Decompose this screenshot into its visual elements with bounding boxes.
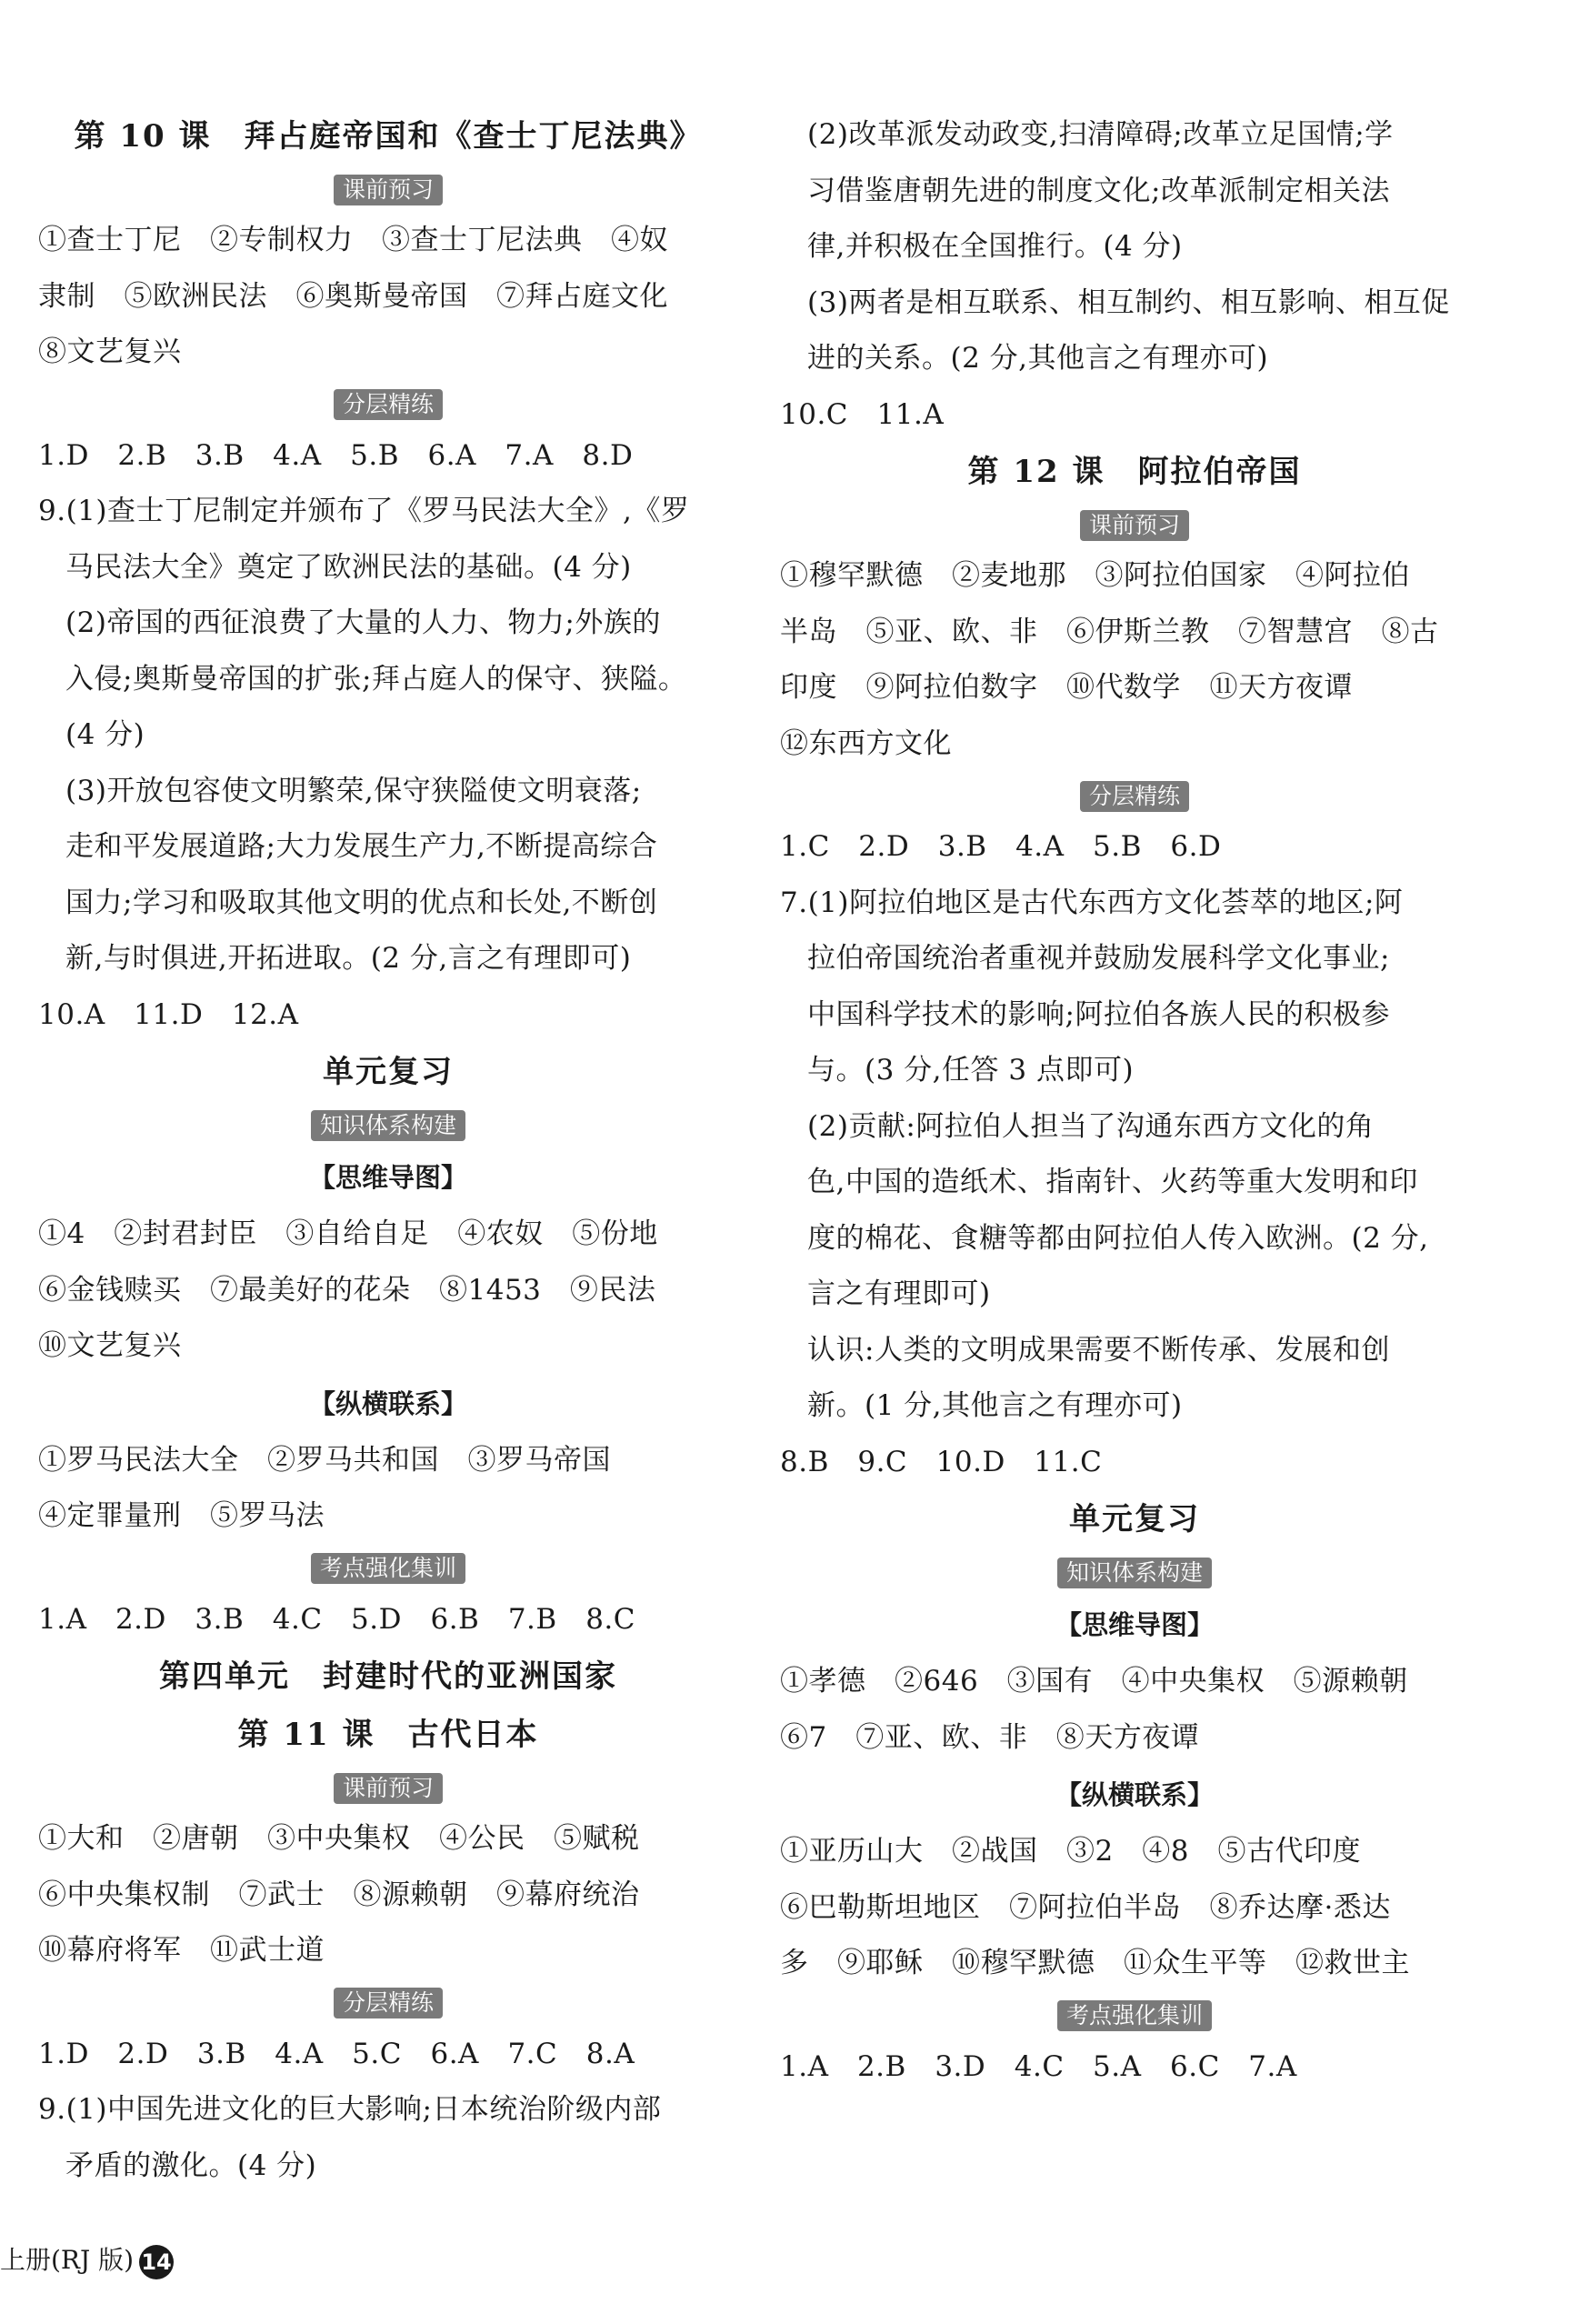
answer-line: (2)帝国的西征浪费了大量的人力、物力;外族的 xyxy=(65,606,661,639)
section-badge: 课前预习 xyxy=(1080,510,1189,541)
section-title: 第 11 课 古代日本 xyxy=(237,1717,539,1753)
answer-line: ①罗马民法大全 ②罗马共和国 ③罗马帝国 xyxy=(38,1443,611,1477)
answer-line: ⑫东西方文化 xyxy=(780,726,952,760)
answer-line: 8.B 9.C 10.D 11.C xyxy=(780,1445,1103,1478)
section-title: 单元复习 xyxy=(323,1054,454,1090)
answer-line: 1.A 2.D 3.B 4.C 5.D 6.B 7.B 8.C xyxy=(38,1602,635,1636)
answer-line: 马民法大全》奠定了欧洲民法的基础。(4 分) xyxy=(65,550,632,584)
answer-line: ④定罪量刑 ⑤罗马法 xyxy=(38,1499,325,1532)
answer-line: 拉伯帝国统治者重视并鼓励发展科学文化事业; xyxy=(807,942,1390,975)
answer-line: 色,中国的造纸术、指南针、火药等重大发明和印 xyxy=(807,1166,1418,1198)
answer-line: 国力;学习和吸取其他文明的优点和长处,不断创 xyxy=(65,886,658,919)
edition-label: 上册(RJ 版) xyxy=(0,2245,135,2275)
page-number-badge: 14 xyxy=(139,2245,174,2279)
answer-line: 习借鉴唐朝先进的制度文化;改革派制定相关法 xyxy=(807,174,1390,207)
answer-line: 律,并积极在全国推行。(4 分) xyxy=(807,230,1183,263)
answer-line: ⑩文艺复兴 xyxy=(38,1329,182,1362)
answer-line: (2)贡献:阿拉伯人担当了沟通东西方文化的角 xyxy=(807,1109,1375,1143)
answer-line: 多 ⑨耶稣 ⑩穆罕默德 ⑪众生平等 ⑫救世主 xyxy=(780,1947,1410,1979)
section-badge: 分层精练 xyxy=(1080,781,1189,812)
answer-line: 10.A 11.D 12.A xyxy=(38,997,299,1031)
answer-line: 度的棉花、食糖等都由阿拉伯人传入欧洲。(2 分, xyxy=(807,1221,1429,1255)
section-badge-row xyxy=(38,1764,738,1811)
answer-line: ⑥巴勒斯坦地区 ⑦阿拉伯半岛 ⑧乔达摩·悉达 xyxy=(780,1890,1391,1924)
answer-line: 印度 ⑨阿拉伯数字 ⑩代数学 ⑪天方夜谭 xyxy=(780,671,1353,704)
answer-line: 矛盾的激化。(4 分) xyxy=(65,2149,317,2182)
answer-line: (3)两者是相互联系、相互制约、相互影响、相互促 xyxy=(807,285,1450,319)
answer-line: ①穆罕默德 ②麦地那 ③阿拉伯国家 ④阿拉伯 xyxy=(780,559,1410,592)
section-badge-row xyxy=(780,772,1489,819)
right-column xyxy=(780,107,1489,2095)
answer-line: 走和平发展道路;大力发展生产力,不断提高综合 xyxy=(65,830,658,863)
answer-line: ①4 ②封君封臣 ③自给自足 ④农奴 ⑤份地 xyxy=(38,1217,658,1250)
section-badge-row xyxy=(780,1548,1489,1596)
section-title: 第 10 课 拜占庭帝国和《查士丁尼法典》 xyxy=(74,118,703,155)
answer-line: 10.C 11.A xyxy=(780,397,945,431)
answer-line: (3)开放包容使文明繁荣,保守狭隘使文明衰落; xyxy=(65,774,642,807)
answer-line: 言之有理即可) xyxy=(807,1277,991,1310)
answer-line: 与。(3 分,任答 3 点即可) xyxy=(807,1054,1135,1087)
answer-line: 1.C 2.D 3.B 4.A 5.B 6.D xyxy=(780,830,1222,863)
subsection-title: 【纵横联系】 xyxy=(308,1387,467,1419)
answer-line: ⑥中央集权制 ⑦武士 ⑧源赖朝 ⑨幕府统治 xyxy=(38,1878,640,1911)
section-title: 单元复习 xyxy=(1069,1501,1200,1538)
answer-line: ⑥金钱赎买 ⑦最美好的花朵 ⑧1453 ⑨民法 xyxy=(38,1273,656,1307)
answer-line: 半岛 ⑤亚、欧、非 ⑥伊斯兰教 ⑦智慧宫 ⑧古 xyxy=(780,615,1439,648)
section-badge: 分层精练 xyxy=(334,1988,443,2018)
left-column xyxy=(38,107,738,2194)
answer-line: ①查士丁尼 ②专制权力 ③查士丁尼法典 ④奴 xyxy=(38,224,668,256)
subsection-title: 【纵横联系】 xyxy=(1055,1779,1214,1810)
answer-line: 新,与时俱进,开拓进取。(2 分,言之有理即可) xyxy=(65,942,632,975)
section-badge-row xyxy=(38,1101,738,1148)
section-badge: 知识体系构建 xyxy=(1057,1558,1212,1588)
answer-line: ⑩幕府将军 ⑪武士道 xyxy=(38,1934,325,1967)
answer-line: (2)改革派发动政变,扫清障碍;改革立足国情;学 xyxy=(807,118,1394,151)
answer-line: 9.(1)中国先进文化的巨大影响;日本统治阶级内部 xyxy=(38,2093,662,2126)
section-title: 第四单元 封建时代的亚洲国家 xyxy=(159,1658,617,1695)
answer-line: 1.D 2.D 3.B 4.A 5.C 6.A 7.C 8.A xyxy=(38,2037,635,2070)
section-badge-row xyxy=(38,1979,738,2027)
section-badge: 考点强化集训 xyxy=(311,1553,465,1584)
answer-line: ①孝德 ②646 ③国有 ④中央集权 ⑤源赖朝 xyxy=(780,1665,1408,1698)
answer-line: 9.(1)查士丁尼制定并颁布了《罗马民法大全》,《罗 xyxy=(38,495,690,527)
section-badge-row xyxy=(780,501,1489,548)
answer-line: 新。(1 分,其他言之有理亦可) xyxy=(807,1389,1183,1422)
answer-line: ①亚历山大 ②战国 ③2 ④8 ⑤古代印度 xyxy=(780,1835,1361,1868)
section-badge-row xyxy=(780,1992,1489,2039)
section-badge: 知识体系构建 xyxy=(311,1110,465,1141)
section-badge: 课前预习 xyxy=(334,1773,443,1804)
answer-line: (4 分) xyxy=(65,718,145,751)
answer-line: 1.A 2.B 3.D 4.C 5.A 6.C 7.A xyxy=(780,2049,1297,2083)
answer-line: ①大和 ②唐朝 ③中央集权 ④公民 ⑤赋税 xyxy=(38,1822,640,1855)
answer-line: 隶制 ⑤欧洲民法 ⑥奥斯曼帝国 ⑦拜占庭文化 xyxy=(38,279,668,313)
answer-line: 7.(1)阿拉伯地区是古代东西方文化荟萃的地区;阿 xyxy=(780,886,1404,919)
page-footer xyxy=(0,2238,174,2283)
section-badge: 考点强化集训 xyxy=(1057,2000,1212,2031)
section-badge: 课前预习 xyxy=(334,175,443,205)
subsection-title: 【思维导图】 xyxy=(308,1162,467,1193)
section-badge-row xyxy=(38,381,738,428)
section-title: 第 12 课 阿拉伯帝国 xyxy=(967,454,1302,490)
answer-line: 进的关系。(2 分,其他言之有理亦可) xyxy=(807,342,1269,375)
answer-line: ⑥7 ⑦亚、欧、非 ⑧天方夜谭 xyxy=(780,1720,1200,1754)
answer-line: 认识:人类的文明成果需要不断传承、发展和创 xyxy=(807,1333,1390,1367)
answer-line: 入侵;奥斯曼帝国的扩张;拜占庭人的保守、狭隘。 xyxy=(65,662,687,696)
section-badge-row xyxy=(38,165,738,213)
section-badge: 分层精练 xyxy=(334,389,443,420)
answer-line: 中国科学技术的影响;阿拉伯各族人民的积极参 xyxy=(807,997,1390,1031)
answer-line: 1.D 2.B 3.B 4.A 5.B 6.A 7.A 8.D xyxy=(38,438,634,472)
section-badge-row xyxy=(38,1545,738,1592)
subsection-title: 【思维导图】 xyxy=(1055,1609,1214,1640)
answer-line: ⑧文艺复兴 xyxy=(38,336,182,368)
